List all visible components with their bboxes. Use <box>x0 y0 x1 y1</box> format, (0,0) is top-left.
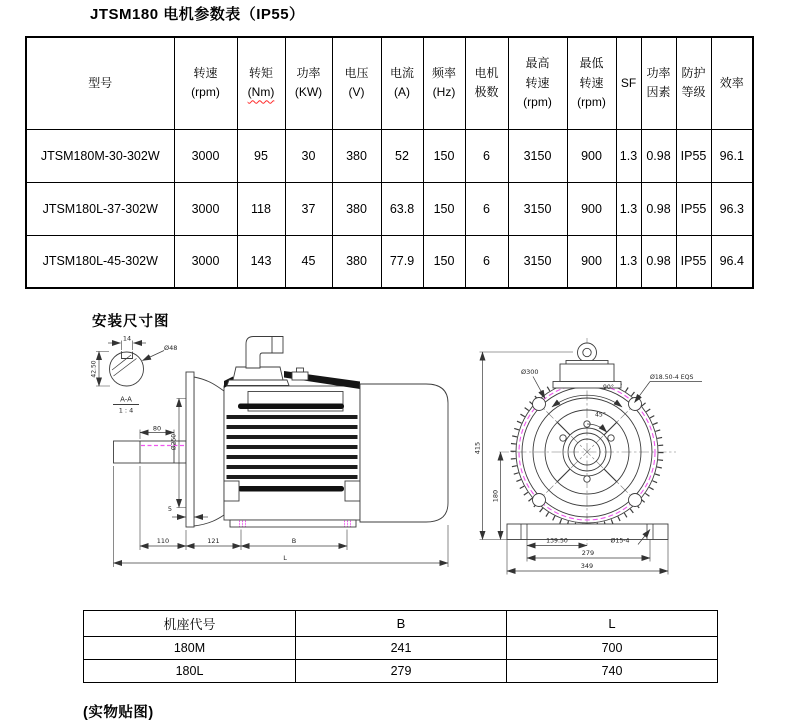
spec-cell: 1.3 <box>616 129 641 182</box>
frame-cell: 180M <box>84 637 296 660</box>
spec-header-pf: 功率 因素 <box>641 37 676 129</box>
spec-cell: 96.1 <box>711 129 753 182</box>
dim-label-flange-holes: Ø18.50-4 EQS <box>650 374 694 381</box>
dim-label-279: 279 <box>581 549 595 557</box>
frame-row-180m <box>84 637 718 660</box>
spec-cell: 30 <box>285 129 332 182</box>
spec-cell: 0.98 <box>641 129 676 182</box>
spec-cell: 0.98 <box>641 182 676 235</box>
spec-cell: 900 <box>567 129 616 182</box>
mounting-flange <box>186 372 194 527</box>
dim-label-121: 121 <box>207 537 220 545</box>
spec-cell: 150 <box>423 182 465 235</box>
frame-header-code: 机座代号 <box>84 611 296 637</box>
spec-cell: 6 <box>465 235 508 288</box>
spec-header-ip: 防护 等级 <box>676 37 711 129</box>
dim-label-349: 349 <box>580 562 594 570</box>
spec-cell: 3000 <box>174 182 237 235</box>
spec-cell: 95 <box>237 129 285 182</box>
installation-drawing <box>80 330 730 580</box>
side-view <box>96 334 448 568</box>
frame-cell: 740 <box>507 660 718 683</box>
spec-cell: JTSM180L-37-302W <box>26 182 174 235</box>
fan-cover <box>360 384 448 522</box>
spec-cell: 0.98 <box>641 235 676 288</box>
frame-cell: 241 <box>296 637 507 660</box>
dim-label-flange-thickness: 5 <box>167 505 173 513</box>
terminal-box-front <box>560 364 614 382</box>
dim-label-180: 180 <box>491 489 500 503</box>
section-label-aa: A-A <box>120 395 132 404</box>
spec-cell: 45 <box>285 235 332 288</box>
spec-header-row <box>26 37 753 129</box>
spec-header-max-speed: 最高 转速 (rpm) <box>508 37 567 129</box>
spec-cell: 1.3 <box>616 235 641 288</box>
spec-cell: 380 <box>332 182 381 235</box>
spec-header-frequency: 频率 (Hz) <box>423 37 465 129</box>
frame-header-l: L <box>507 611 718 637</box>
terminal-box <box>233 367 283 380</box>
spec-cell: 3150 <box>508 235 567 288</box>
install-section-title: 安装尺寸图 <box>92 314 170 330</box>
spec-header-current: 电流 (A) <box>381 37 423 129</box>
spec-cell: 900 <box>567 235 616 288</box>
spec-cell: 3150 <box>508 129 567 182</box>
spec-header-model: 型号 <box>26 37 174 129</box>
spec-header-eff: 效率 <box>711 37 753 129</box>
dim-label-110: 110 <box>156 537 170 545</box>
angle-label-45: 45° <box>595 411 606 419</box>
spec-cell: 96.4 <box>711 235 753 288</box>
spellcheck-underline: (Nm) <box>247 85 275 100</box>
dim-label-keyway-height: 42.50 <box>90 360 98 378</box>
frame-cell: 700 <box>507 637 718 660</box>
spec-header-poles: 电机 极数 <box>465 37 508 129</box>
spec-row-180l37 <box>26 182 753 235</box>
spec-row-180l45 <box>26 235 753 288</box>
spec-cell: 77.9 <box>381 235 423 288</box>
endshield <box>194 377 224 526</box>
spec-cell: JTSM180L-45-302W <box>26 235 174 288</box>
spec-table <box>25 36 754 289</box>
motor-feet <box>230 520 356 527</box>
conduit-elbow <box>246 337 283 369</box>
spec-cell: 3000 <box>174 129 237 182</box>
spec-cell: 380 <box>332 235 381 288</box>
spec-cell: 37 <box>285 182 332 235</box>
frame-header-b: B <box>296 611 507 637</box>
spec-cell: 3000 <box>174 235 237 288</box>
spec-cell: 380 <box>332 129 381 182</box>
dim-label-spigot-dia: Ø300 <box>521 368 539 376</box>
photo-note: (实物贴图) <box>83 705 154 721</box>
spec-header-min-speed: 最低 转速 (rpm) <box>567 37 616 129</box>
spec-header-sf: SF <box>616 37 641 129</box>
dim-label-shaft-dia: Ø48 <box>164 344 178 352</box>
spec-cell: 143 <box>237 235 285 288</box>
dim-label-415: 415 <box>473 441 482 455</box>
spec-header-torque: 转矩 (Nm) <box>237 37 285 129</box>
spec-cell: IP55 <box>676 235 711 288</box>
spec-cell: 96.3 <box>711 182 753 235</box>
dim-label-keyway-width: 14 <box>122 334 132 343</box>
spec-cell: 900 <box>567 182 616 235</box>
spec-cell: IP55 <box>676 182 711 235</box>
frame-cell: 279 <box>296 660 507 683</box>
frame-cell: 180L <box>84 660 296 683</box>
spec-cell: 6 <box>465 129 508 182</box>
spec-cell: IP55 <box>676 129 711 182</box>
spec-cell: 63.8 <box>381 182 423 235</box>
frame-header-row <box>84 611 718 637</box>
spec-cell: 52 <box>381 129 423 182</box>
page-title: JTSM180 电机参数表（IP55） <box>90 6 305 23</box>
dim-label-shaft-length: 80 <box>152 424 162 433</box>
spec-cell: 6 <box>465 182 508 235</box>
spec-cell: JTSM180M-30-302W <box>26 129 174 182</box>
spec-cell: 150 <box>423 235 465 288</box>
spec-cell: 150 <box>423 129 465 182</box>
section-scale-label: 1 : 4 <box>118 406 134 415</box>
spec-row-180m30 <box>26 129 753 182</box>
dim-label-139: 139.50 <box>546 537 568 545</box>
dim-label-flange-dia: Ø250 <box>170 433 178 451</box>
dim-label-l: L <box>283 554 287 562</box>
spec-header-speed: 转速 (rpm) <box>174 37 237 129</box>
lifting-lug <box>292 372 308 380</box>
spec-header-power: 功率 (KW) <box>285 37 332 129</box>
angle-label-90: 90° <box>603 384 614 391</box>
spec-cell: 118 <box>237 182 285 235</box>
spec-header-voltage: 电压 (V) <box>332 37 381 129</box>
frame-row-180l <box>84 660 718 683</box>
dim-label-foot-holes: Ø15-4 <box>610 537 630 545</box>
dim-label-b: B <box>291 537 297 545</box>
frame-table <box>83 610 718 683</box>
spec-cell: 3150 <box>508 182 567 235</box>
spec-cell: 1.3 <box>616 182 641 235</box>
